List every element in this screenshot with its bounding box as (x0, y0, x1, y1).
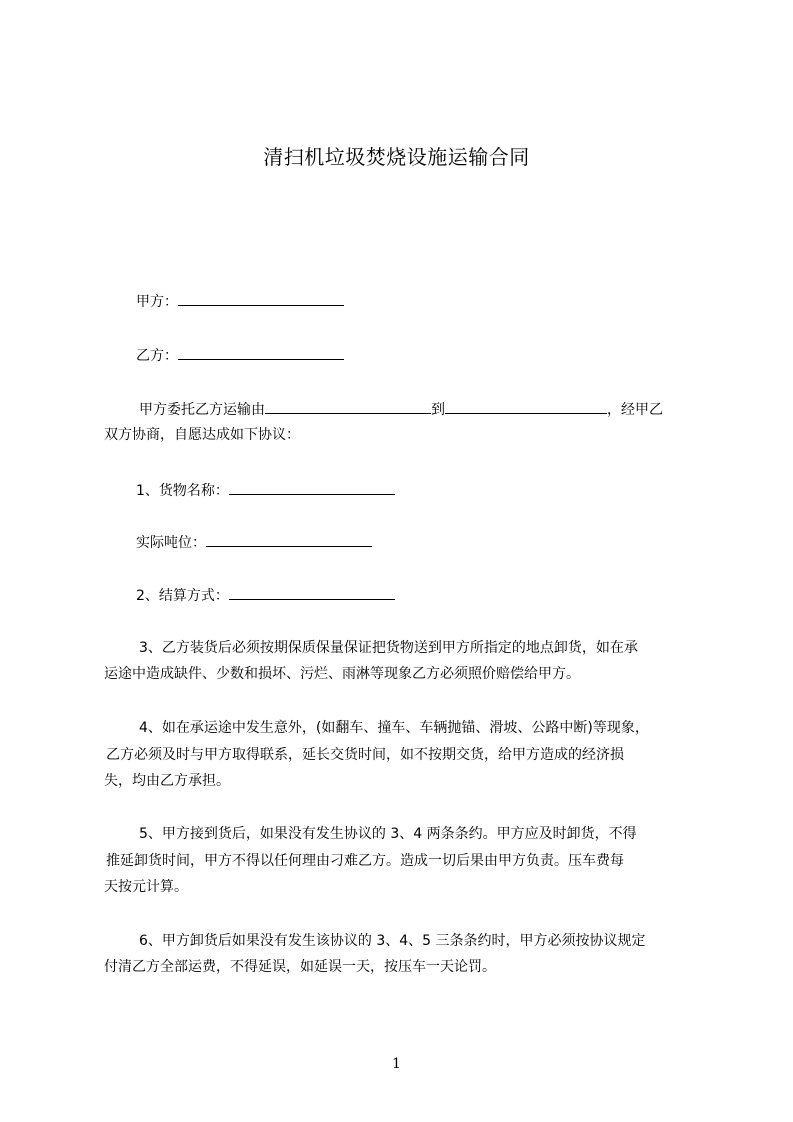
tonnage-label: 实际吨位： (136, 535, 206, 551)
item2-line (136, 585, 736, 606)
party-b-label: 乙方： (136, 348, 178, 364)
item1-label: 1、货物名称： (136, 483, 229, 499)
clause5-line-3: 天按元计算。 (104, 879, 188, 895)
intro-line-1 (139, 399, 739, 420)
item1-line (136, 480, 736, 501)
page-number: 1 (392, 1056, 401, 1072)
intro-part2: 到 (431, 402, 445, 418)
intro-part1: 甲方委托乙方运输由 (139, 402, 265, 418)
clause6-line-1: 6、甲方卸货后如果没有发生该协议的 3、4、5 三条条约时，甲方必须按协议规定 (139, 933, 646, 949)
item2-label: 2、结算方式： (136, 588, 229, 604)
party-a-blank[interactable] (178, 291, 344, 306)
clause4-line-3: 失，均由乙方承担。 (104, 773, 230, 789)
clause4-line-1: 4、如在承运途中发生意外，(如翻车、撞车、车辆抛锚、滑坡、公路中断)等现象， (139, 720, 649, 736)
tonnage-blank[interactable] (206, 532, 372, 547)
clause4-line-2: 乙方必须及时与甲方取得联系，延长交货时间，如不按期交货，给甲方造成的经济损 (106, 747, 624, 763)
clause3-line-1: 3、乙方装货后必须按期保质保量保证把货物送到甲方所指定的地点卸货，如在承 (139, 640, 638, 656)
party-a-label: 甲方： (136, 294, 178, 310)
origin-blank[interactable] (265, 399, 431, 414)
intro-part3: ，经甲乙 (607, 402, 663, 418)
party-b-line (136, 345, 736, 366)
clause3-line-2: 运途中造成缺件、少数和损坏、污烂、雨淋等现象乙方必须照价赔偿给甲方。 (104, 666, 580, 682)
goods-name-blank[interactable] (229, 480, 395, 495)
party-a-line (136, 291, 736, 312)
clause5-line-1: 5、甲方接到货后，如果没有发生协议的 3、4 两条条约。甲方应及时卸货，不得 (139, 826, 637, 842)
intro-line-2: 双方协商，自愿达成如下协议： (104, 427, 300, 443)
settlement-blank[interactable] (229, 585, 395, 600)
party-b-blank[interactable] (178, 345, 344, 360)
destination-blank[interactable] (445, 399, 607, 414)
tonnage-line (136, 532, 736, 553)
clause6-line-2: 付清乙方全部运费，不得延误，如延误一天，按压车一天论罚。 (104, 959, 496, 975)
document-title: 清扫机垃圾焚烧设施运输合同 (263, 145, 530, 169)
clause5-line-2: 推延卸货时间，甲方不得以任何理由刁难乙方。造成一切后果由甲方负责。压车费每 (106, 853, 624, 869)
